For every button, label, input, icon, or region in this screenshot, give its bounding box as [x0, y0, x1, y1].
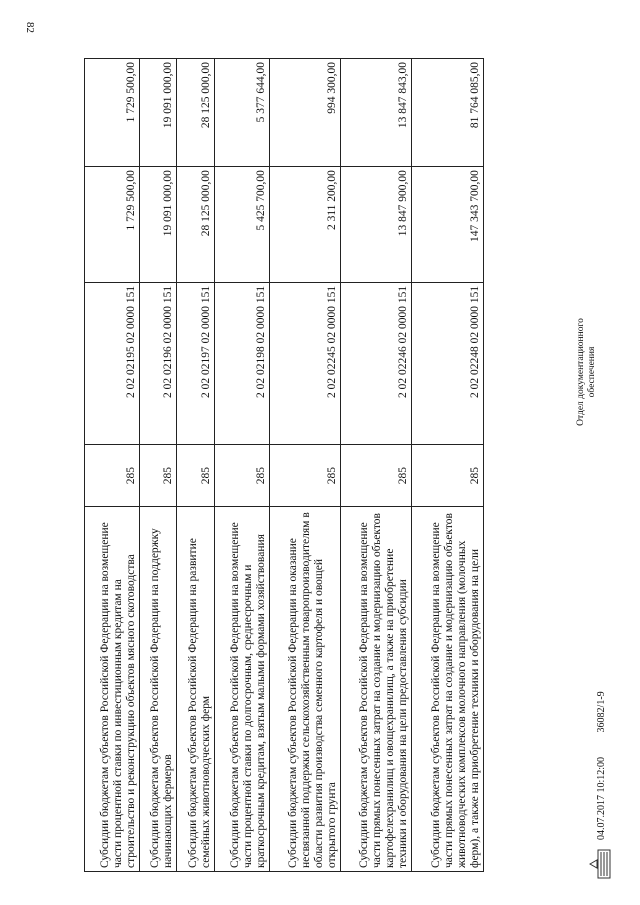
- row-admin-code: 285: [341, 445, 412, 506]
- row-admin-code: 285: [214, 445, 269, 506]
- row-admin-code: 285: [85, 445, 140, 506]
- row-budget-code: 2 02 02246 02 0000 151: [341, 282, 412, 445]
- row-name: Субсидии бюджетам субъектов Российской Федерации на возмещение части процентной ставки по долгосрочным, среднесрочным и краткосрочным кредитам, взятым малыми формами хозяйствования: [214, 506, 269, 871]
- row-fact-amount: 1 729 500,00: [85, 59, 140, 167]
- department-label: Отдел документационного обеспечения: [576, 318, 597, 426]
- row-plan-amount: 1 729 500,00: [85, 167, 140, 283]
- row-fact-amount: 19 091 000,00: [139, 59, 177, 167]
- document-table-container: [84, 58, 484, 872]
- row-plan-amount: 19 091 000,00: [139, 167, 177, 283]
- row-name: Субсидии бюджетам субъектов Российской Федерации на поддержку начинающих фермеров: [139, 506, 177, 871]
- row-name: Субсидии бюджетам субъектов Российской Федерации на развитие семейных животноводческих ферм: [177, 506, 215, 871]
- row-plan-amount: 5 425 700,00: [214, 167, 269, 283]
- row-budget-code: 2 02 02195 02 0000 151: [85, 282, 140, 445]
- footer-doc-id: 36082/1-9: [596, 691, 607, 733]
- row-plan-amount: 13 847 900,00: [341, 167, 412, 283]
- row-admin-code: 285: [139, 445, 177, 506]
- table-row: [341, 59, 412, 872]
- table-row: [269, 59, 340, 872]
- footer-datetime: 04.07.2017 10:12:00: [596, 756, 607, 840]
- table-row: [139, 59, 177, 872]
- table-row: [412, 59, 484, 872]
- row-name: Субсидии бюджетам субъектов Российской Федерации на оказание несвязанной поддержки сельскохозяйственным товаропроизводителям в области развития производства семенного картофеля и овощей открытого грунта: [269, 506, 340, 871]
- page-number: 82: [24, 22, 36, 33]
- table-row: [85, 59, 140, 872]
- row-plan-amount: 28 125 000,00: [177, 167, 215, 283]
- row-budget-code: 2 02 02248 02 0000 151: [412, 282, 484, 445]
- row-name: Субсидии бюджетам субъектов Российской Федерации на возмещение части прямых понесенных затрат на создание и модернизацию объектов картофелехранилищ и овощехранилищ, а также на приобретение техники и оборудования на цели предоставления субсидии: [341, 506, 412, 871]
- row-budget-code: 2 02 02198 02 0000 151: [214, 282, 269, 445]
- footer: [588, 520, 640, 880]
- row-name: Субсидии бюджетам субъектов Российской Федерации на возмещение части процентной ставки по инвестиционным кредитам на строительство и реконструкцию объектов мясного скотоводства: [85, 506, 140, 871]
- row-fact-amount: 28 125 000,00: [177, 59, 215, 167]
- revenue-table: [84, 58, 484, 872]
- row-fact-amount: 81 764 085,00: [412, 59, 484, 167]
- row-fact-amount: 5 377 644,00: [214, 59, 269, 167]
- row-fact-amount: 13 847 843,00: [341, 59, 412, 167]
- row-plan-amount: 2 311 200,00: [269, 167, 340, 283]
- table-row: [214, 59, 269, 872]
- row-admin-code: 285: [269, 445, 340, 506]
- row-budget-code: 2 02 02245 02 0000 151: [269, 282, 340, 445]
- row-budget-code: 2 02 02196 02 0000 151: [139, 282, 177, 445]
- row-admin-code: 285: [412, 445, 484, 506]
- table-row: [177, 59, 215, 872]
- row-plan-amount: 147 343 700,00: [412, 167, 484, 283]
- row-name: Субсидии бюджетам субъектов Российской Федерации на возмещение части прямых понесенных затрат на создание и модернизацию объектов животноводческих комплексов молочного направления (молочных ферм), а также на приобретение техники и оборудования на цели: [412, 506, 484, 871]
- row-fact-amount: 994 300,00: [269, 59, 340, 167]
- row-budget-code: 2 02 02197 02 0000 151: [177, 282, 215, 445]
- logo-stamp-icon: [588, 848, 614, 880]
- row-admin-code: 285: [177, 445, 215, 506]
